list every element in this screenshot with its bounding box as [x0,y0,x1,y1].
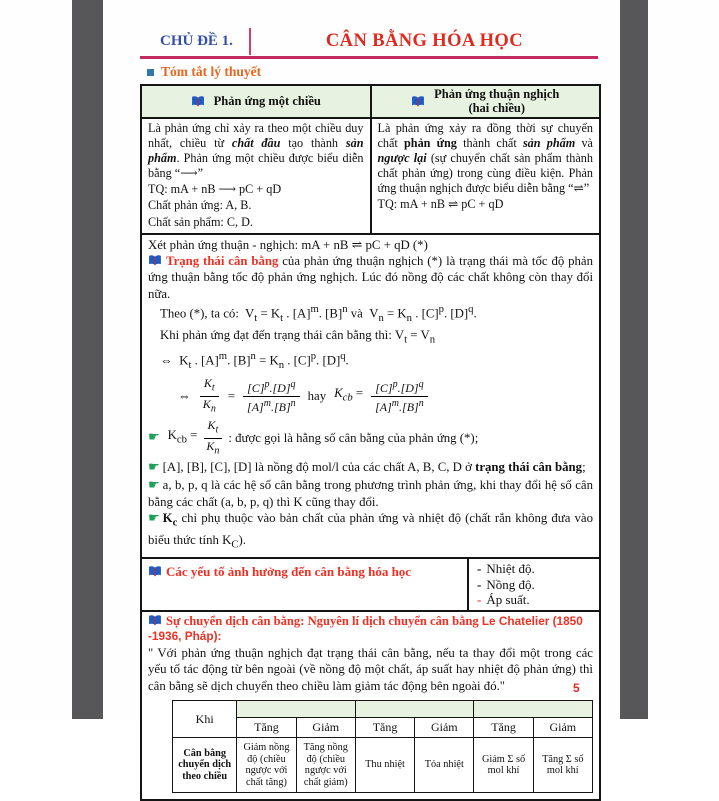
section-label [147,64,261,80]
page-number: 5 [573,681,580,695]
col-header: Tăng [355,718,414,738]
one-way-header-text: Phản ứng một chiều [213,93,321,108]
equilibrium-state-paragraph [148,253,593,302]
note-kcb [148,419,593,458]
chapter-header [140,28,598,55]
theory-table [140,84,601,801]
factor-label: Nhiệt độ. [486,561,535,577]
fraction-denominator: $[A]^m.[B]^n$ [247,397,296,414]
factor-label: Nồng độ. [486,576,535,592]
col-header: Giảm [533,718,592,738]
hay-word: hay [307,389,327,404]
pointing-hand-icon: ☛ [148,477,160,493]
comparison-body-row [142,119,599,235]
note-kc-dependence-text: $K_c$ chỉ phụ thuộc vào bản chất của phản ứng và nhiệt độ (chất rắn không đưa vào biểu thức tính $K_C$). [148,511,593,551]
fraction-denominator: $[A]^m.[B]^n$ [375,397,424,414]
reversible-header-text [434,88,559,115]
iff-symbol: ⇔ [178,389,191,404]
square-bullet-icon [147,69,154,76]
dash: - [477,576,482,592]
factors-heading-text: Các yếu tố ảnh hưởng đến cân bằng hóa học [166,564,412,580]
factor-item [477,577,591,593]
note-kc-dependence [148,510,593,554]
note-concentrations-text: [A], [B], [C], [D] là nồng độ mol/l của các chất A, B, C, D ở trạng thái cân bằng; [162,460,586,475]
book-icon [148,615,162,626]
dash: - [477,561,482,577]
shift-cell: Giảm Σ số mol khí [474,738,533,793]
reversible-description-cell [372,119,600,233]
products-line: Chất sản phẩm: C, D. [148,214,253,229]
group-header-temperature [355,701,474,718]
shift-cell: Tăng Σ số mol khí [533,738,592,793]
book-icon [191,96,205,107]
equals-sign: = [227,389,236,404]
factors-heading-cell [142,559,469,610]
kt-kn-fraction [199,377,220,416]
book-icon [148,566,162,577]
equilibrium-state-term: Trạng thái cân bằng [166,253,279,268]
table-row [173,701,593,718]
group-header-concentration [237,701,356,718]
pointing-hand-icon: ☛ [148,511,160,527]
concentration-fraction [371,379,428,413]
col-header: Tăng [237,718,296,738]
factors-row [142,559,599,612]
left-gray-bar [72,0,103,719]
shift-cell: Tăng nồng độ (chiều ngược với chất giảm) [296,738,355,793]
lechatelier-heading-main: Sự chuyển dịch cân bằng: Nguyên lí dịch chuyển cân bằng [166,613,482,628]
header-rule [140,56,598,59]
equilibrium-intro: Xét phản ứng thuận - nghịch: mA + nB ⇌ pC + qD (*) [148,237,428,252]
shift-direction-table [172,700,593,793]
one-way-header-cell [142,86,372,117]
kcb-label: $K_{cb}$ = [334,386,364,404]
row-label: Cân bằng chuyển dịch theo chiều [173,738,237,793]
equilibrium-state-rest: của phản ứng thuận nghịch (*) là trạng thái mà tốc độ phản ứng thuận bằng tốc độ phản ứng nghịch. Lúc đó nồng độ các chất không còn thay đổi nữa. [148,253,593,301]
fraction-numerator: $[C]^p.[D]^q$ [243,379,299,397]
fraction-numerator: $[C]^p.[D]^q$ [371,379,427,397]
factors-list-cell [469,559,599,610]
shift-cell: Tỏa nhiệt [415,738,474,793]
lechatelier-heading-name: Le Chatelier (1850 -1936, Pháp): [148,613,583,643]
one-way-description: Là phản ứng chỉ xảy ra theo một chiều duy nhất, chiều từ chất đầu tạo thành sản phẩm. Phản ứng một chiều được biểu diễn bằng “⟶” [148,121,364,181]
concentration-fraction [243,379,300,413]
reactants-line: Chất phản ứng: A, B. [148,198,252,213]
shift-cell: Giảm nồng độ (chiều ngược với chất tăng) [237,738,296,793]
pointing-hand-icon: ☛ [148,460,160,476]
factor-label: Áp suất. [486,592,530,608]
reversible-header-line2: (hai chiều) [468,100,526,115]
reversible-description: Là phản ứng xảy ra đồng thời sự chuyển chất phản ứng thành chất sản phẩm và ngược lại (sự chuyển chất sản phẩm thành chất phản ứng) trong cùng điều kiện. Phản ứng thuận nghịch được biểu diễn bằng “⇌” [377,121,593,196]
constant-derivation-line [178,377,593,416]
pointing-hand-icon: ☛ [148,429,160,445]
lechatelier-section [142,612,599,800]
rate-equation-line: Theo (*), ta có: $V_t = K_t$ . $[A]^m$. $[B]^n$ và $V_n = K_n$ . $[C]^p$. $[D]^q$. [160,303,477,324]
one-way-description-cell [142,119,372,233]
col-header: Giảm [415,718,474,738]
lechatelier-heading [148,614,593,644]
lechatelier-quote: " Với phản ứng thuận nghịch đạt trạng thái cân bằng, nếu ta thay đổi một trong các yếu tố tác động từ bên ngoài (về nồng độ một chất, áp suất hay nhiệt độ phản ứng) thì cân bằng sẽ dịch chuyển theo chiều làm giảm tác động bên ngoài đó." [148,645,593,693]
note-concentrations [148,459,593,476]
fraction-denominator: $K_n$ [206,438,220,456]
col-header: Tăng [474,718,533,738]
fraction-denominator: $K_n$ [202,396,216,415]
note-kcb-post: : được gọi là hằng số cân bằng của phản ứng (*); [228,430,479,445]
note-coefficients-text: a, b, p, q là các hệ số cân bằng trong phương trình phản ứng, khi thay đổi hệ số cân bằng các chất (a, b, p, q) thì K cũng thay đổi. [148,477,593,510]
table-row [173,738,593,793]
dash: - [477,592,482,608]
one-way-general-equation: TQ: mA + nB ⟶ pC + qD [148,182,282,197]
page-title: CÂN BẰNG HÓA HỌC [325,31,523,51]
factor-item [477,561,591,577]
factors-heading [148,564,411,579]
rate-equality-line: ⇔ $K_t$ . $[A]^m$. $[B]^n = K_n$ . $[C]^p$. $[D]^q$. [160,350,349,371]
right-gray-bar [620,0,648,719]
reversible-header-line1: Phản ứng thuận nghịch [434,87,560,101]
col-header: Giảm [296,718,355,738]
factor-item [477,592,591,608]
fraction-numerator: $K_t$ [200,377,219,397]
section-label-text: Tóm tắt lý thuyết [161,64,262,79]
book-icon [148,255,162,266]
fraction-numerator: $K_t$ [204,419,223,439]
note-coefficients [148,477,593,511]
khi-cell: Khi [173,701,237,738]
topic-label: CHỦ ĐỀ 1. [160,33,233,49]
equilibrium-condition-line: Khi phản ứng đạt đến trạng thái cân bằng thì: $V_t = V_n$ [160,327,436,346]
kt-kn-fraction [202,419,223,458]
shift-cell: Thu nhiệt [355,738,414,793]
reversible-header-cell [372,86,600,117]
group-header-pressure [474,701,593,718]
comparison-header-row [142,86,599,119]
equilibrium-section [142,235,599,559]
note-kcb-pre: $K_{cb}$ = [167,428,198,446]
book-icon [411,96,425,107]
reversible-general-equation: TQ: mA + nB ⇌ pC + qD [377,197,504,212]
